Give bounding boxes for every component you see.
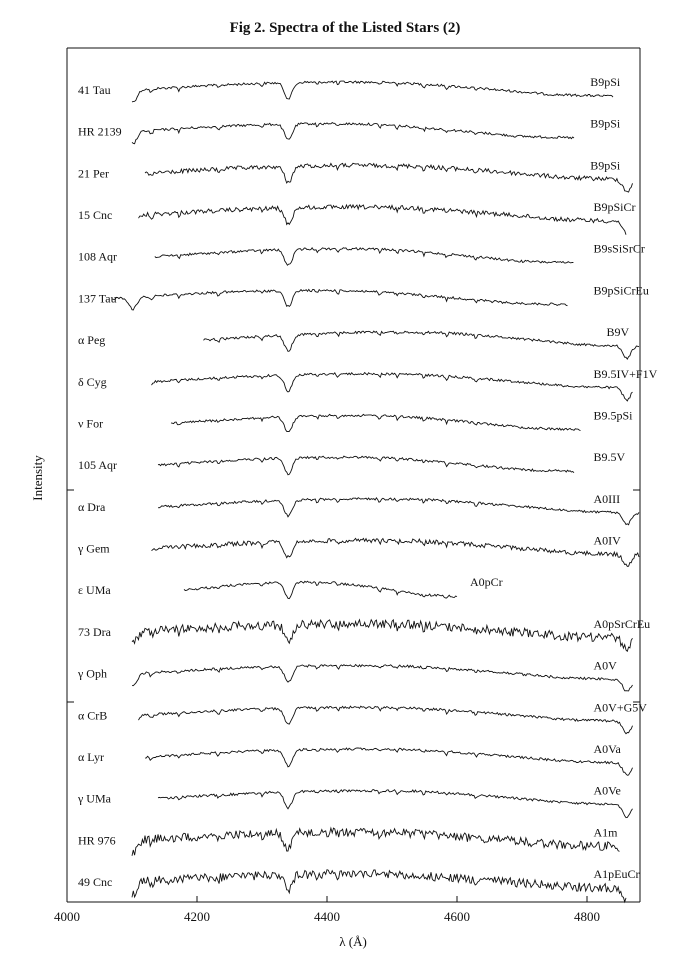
spectral-class-label: A1pEuCr <box>593 867 640 881</box>
star-name-label: HR 2139 <box>78 124 122 139</box>
spectral-class-label: B9.5pSi <box>593 408 633 423</box>
spectrum-line <box>132 870 626 902</box>
star-name-label: α Peg <box>78 333 106 348</box>
star-name-label: 137 Tau <box>78 291 117 306</box>
spectrum-line <box>113 289 568 310</box>
spectral-class-label: A0V <box>593 658 617 673</box>
spectral-class-label: A0V+G5V <box>593 700 647 715</box>
spectrum-line <box>204 331 640 359</box>
spectrum-line <box>139 205 627 235</box>
spectrum-line <box>158 498 639 525</box>
star-name-label: α Dra <box>78 499 106 514</box>
spectrum-line <box>158 790 633 818</box>
spectral-class-label: B9pSi <box>590 75 621 89</box>
spectrum-line <box>139 706 633 734</box>
spectral-class-label: B9sSiSrCr <box>593 241 645 256</box>
x-tick-label: 4000 <box>54 909 80 924</box>
star-name-label: 41 Tau <box>78 83 111 97</box>
star-name-label: ν For <box>78 416 104 431</box>
star-name-label: 49 Cnc <box>78 875 113 889</box>
spectrum-line <box>145 748 633 775</box>
spectrum-line <box>132 81 613 102</box>
star-name-label: α Lyr <box>78 749 104 764</box>
x-tick-label: 4800 <box>574 909 600 924</box>
spectra-series <box>113 81 640 902</box>
x-tick-label: 4200 <box>184 909 210 924</box>
spectrum-line <box>184 581 457 598</box>
star-name-label: 105 Aqr <box>78 458 117 473</box>
spectral-class-label: A0IV <box>593 533 621 548</box>
spectrum-line <box>132 665 633 691</box>
spectral-class-label: A0Va <box>593 741 621 756</box>
star-name-label: γ Gem <box>78 541 110 556</box>
spectral-class-label: B9.5IV+F1V <box>593 366 658 381</box>
spectrum-line <box>152 538 640 566</box>
star-name-label: 21 Per <box>78 166 109 181</box>
star-name-label: ε UMa <box>78 583 111 598</box>
spectrum-line <box>155 248 574 266</box>
x-tick-label: 4600 <box>444 909 470 924</box>
spectral-class-label: B9V <box>606 325 630 340</box>
spectrum-line <box>132 123 574 144</box>
spectral-class-label: A0pCr <box>470 575 503 590</box>
spectral-class-label: A0pSrCrEu <box>593 616 651 631</box>
x-ticks <box>54 896 600 924</box>
spectral-class-label: B9pSiCr <box>593 200 636 215</box>
star-name-label: 108 Aqr <box>78 249 117 264</box>
star-name-label: 73 Dra <box>78 624 111 639</box>
x-axis-title: λ (Å) <box>339 934 367 949</box>
x-tick-label: 4400 <box>314 909 340 924</box>
spectrum-line <box>145 163 633 192</box>
spectrum-line <box>158 456 574 475</box>
chart-axes <box>67 48 640 902</box>
spectral-class-label: B9.5V <box>593 450 626 465</box>
spectral-class-label: A1m <box>593 825 618 840</box>
star-name-label: δ Cyg <box>78 374 107 389</box>
star-name-label: 15 Cnc <box>78 208 113 223</box>
series-labels <box>77 75 658 889</box>
spectral-class-label: B9pSi <box>590 116 621 131</box>
spectral-class-label: A0Ve <box>593 783 621 798</box>
star-name-label: HR 976 <box>78 833 116 848</box>
y-axis-title: Intensity <box>30 455 45 501</box>
spectrum-line <box>132 620 633 652</box>
star-name-label: α CrB <box>78 708 108 723</box>
chart-title: Fig 2. Spectra of the Listed Stars (2) <box>229 20 461 36</box>
spectrum-line <box>152 373 633 401</box>
spectral-class-label: A0III <box>593 491 621 506</box>
star-name-label: γ UMa <box>78 791 111 806</box>
spectrum-line <box>171 414 581 431</box>
star-name-label: γ Oph <box>78 666 107 681</box>
spectral-class-label: B9pSi <box>590 158 621 173</box>
spectrum-line <box>132 828 620 856</box>
spectral-class-label: B9pSiCrEu <box>593 283 649 298</box>
